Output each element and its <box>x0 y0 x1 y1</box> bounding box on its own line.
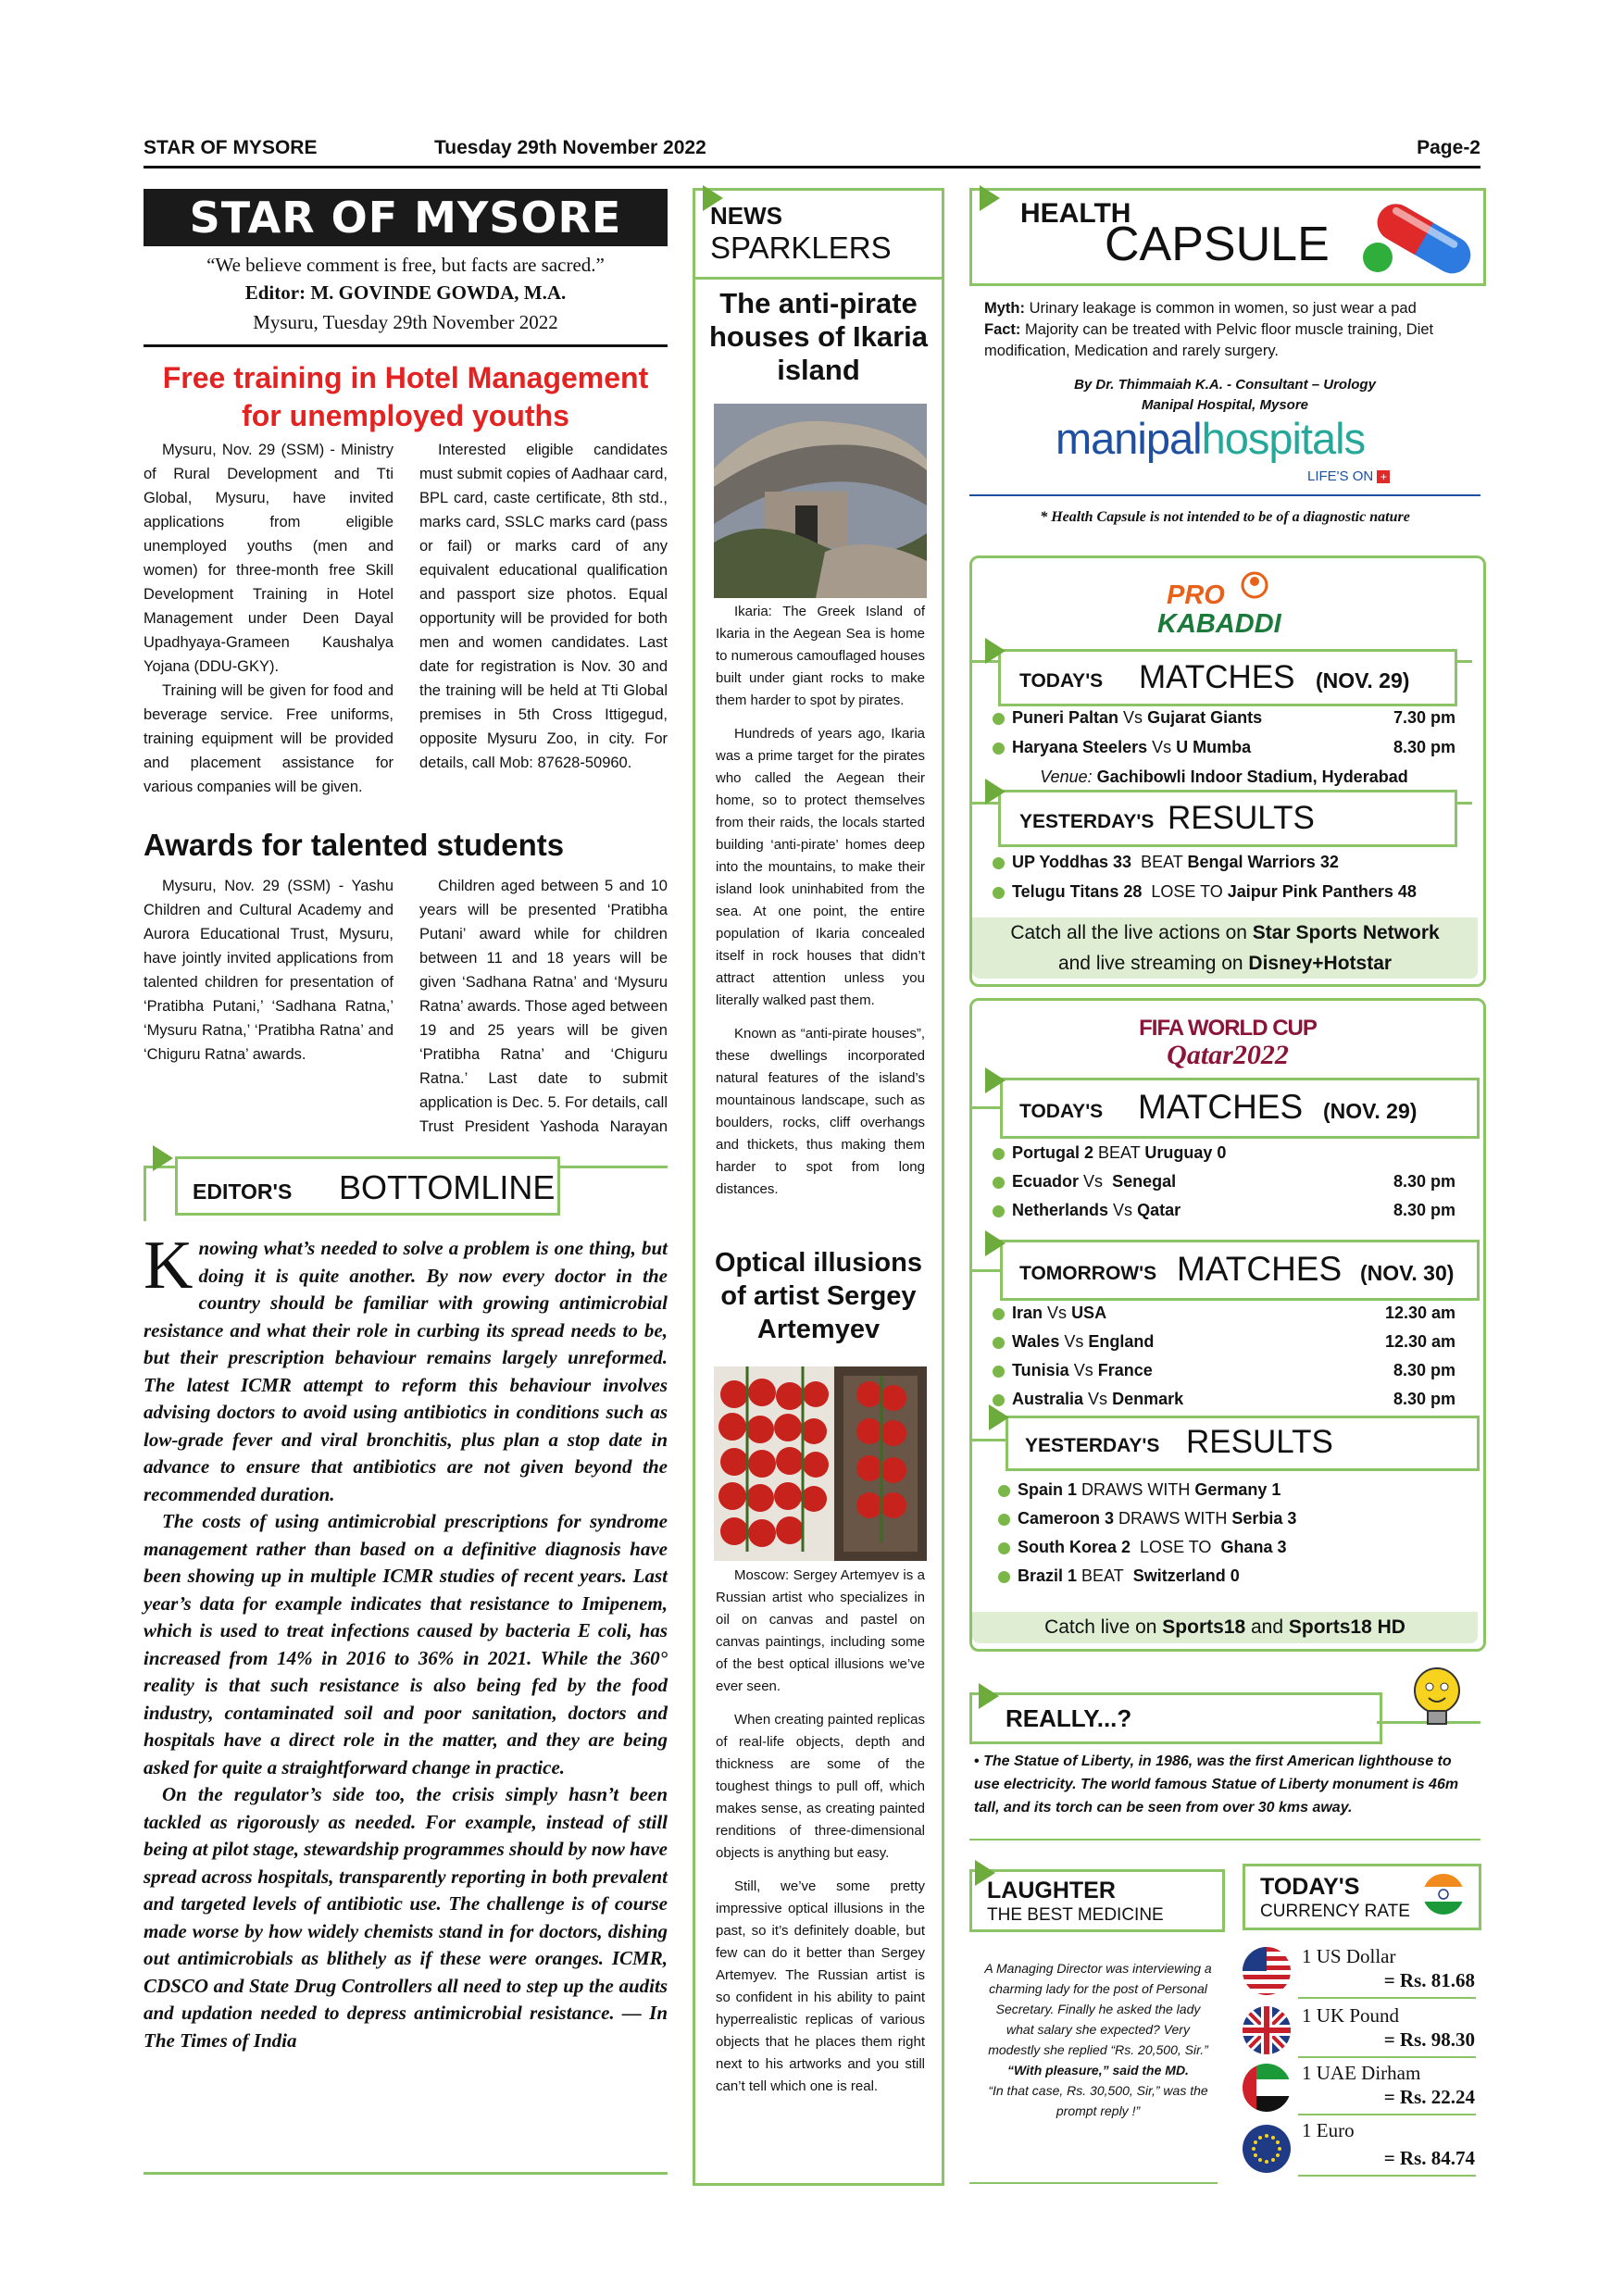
header-rule <box>144 166 1480 168</box>
match-time: 12.30 am <box>1384 1332 1455 1351</box>
team-home: Iran <box>1012 1304 1043 1322</box>
article2-column1 <box>144 874 394 1067</box>
myth-text: Urinary leakage is common in women, so just wear a pad <box>1029 300 1417 317</box>
bullet-icon <box>993 713 1005 725</box>
article1-paragraph: Mysuru, Nov. 29 (SSM) - Ministry of Rural Development and Tti Global, Mysuru, have invited applications from eligible unemployed youths (men and women) for three-month free Skill Development Training in Hotel Management under Deen Dayal Upadhyaya-Grameen Kaushalya Yojana (DDU-GKY). <box>144 442 394 675</box>
kabaddi-logo-pro: PRO <box>1167 580 1225 610</box>
result-team2: Bengal Warriors 32 <box>1187 853 1339 871</box>
kabaddi-match-row <box>993 706 1455 736</box>
really-label: REALLY...? <box>1006 1704 1132 1732</box>
team-away: France <box>1097 1361 1153 1379</box>
team-home: Wales <box>1012 1332 1060 1351</box>
logo-manipal: manipal <box>1056 414 1202 463</box>
sparklers-label-light: SPARKLERS <box>710 231 892 265</box>
page-header <box>144 137 1480 165</box>
laughter-joke <box>982 1958 1214 2121</box>
article2-column2 <box>419 874 668 1139</box>
article2-headline: Awards for talented students <box>144 828 565 862</box>
usa-flag-icon <box>1243 1947 1291 1995</box>
bullet-icon: • <box>974 1753 980 1769</box>
versus: Vs <box>1047 1304 1068 1322</box>
result-outcome: DRAWS WITH <box>1081 1480 1191 1499</box>
currency-label-bold: TODAY'S <box>1260 1874 1360 1900</box>
header-date: Tuesday 29th November 2022 <box>434 137 706 158</box>
masthead-editor: Editor: M. GOVINDE GOWDA, M.A. <box>244 281 567 304</box>
broadcast-streaming: Disney+Hotstar <box>1248 953 1393 974</box>
fact-text: Majority can be treated with Pelvic floor muscle training, Diet modification, Medication and rarely surgery. <box>984 321 1434 359</box>
result-team2: Serbia 3 <box>1231 1509 1297 1528</box>
fifa-tomorrow-header <box>1000 1240 1480 1301</box>
news-sparklers-panel <box>693 188 944 2186</box>
versus: Vs <box>1113 1201 1133 1219</box>
kabaddi-today-list <box>993 706 1455 788</box>
fifa-logo-qatar: Qatar2022 <box>1167 1040 1289 1070</box>
kabaddi-broadcast-note <box>972 917 1478 979</box>
bullet-icon <box>998 1542 1010 1554</box>
versus: Vs <box>1088 1390 1108 1408</box>
match-time: 8.30 pm <box>1393 1361 1455 1379</box>
fifa-logo-title: FIFA WORLD CUP <box>1139 1016 1317 1041</box>
bullet-icon <box>998 1514 1010 1526</box>
kabaddi-today-header <box>998 649 1457 706</box>
laughter-label-box <box>969 1869 1225 1932</box>
versus: Vs <box>1073 1361 1093 1379</box>
editorial-dropcap: K <box>144 1228 194 1304</box>
editorial-header <box>144 1151 668 1221</box>
editorial-paragraph: The costs of using antimicrobial prescriptions for syndrome management rather than based on a definitive diagnosis have been showing up in multiple ICMR studies of recent years. Last year’s data for example indicates that resistance to Imipenem, which is used to treat infections caused by bacteria E coli, has increased from 14% in 2016 to 36% in 2021. While the 360° reality is that such resistance is also being fed by the food industry, contaminated soil and poor sanitation, doctors and hospitals have a direct role in the matter, and they are being asked for quite a straightforward change in practice. <box>144 1510 668 1778</box>
venue-name: Gachibowli Indoor Stadium, Hyderabad <box>1096 767 1408 786</box>
team-away: Senegal <box>1112 1172 1177 1191</box>
sparklers-header-rule <box>695 277 942 280</box>
logo-hospitals: hospitals <box>1201 414 1366 463</box>
header-page-number: Page-2 <box>1417 137 1480 158</box>
story1-title: The anti-pirate houses of Ikaria island <box>708 287 929 386</box>
laughter-label-light: THE BEST MEDICINE <box>987 1905 1164 1925</box>
ikaria-rock-house-image <box>714 404 927 598</box>
currency-name: 1 Euro <box>1302 2119 1355 2141</box>
versus: Vs <box>1064 1332 1084 1351</box>
team-home: Australia <box>1012 1390 1084 1408</box>
laughter-label-bold: LAUGHTER <box>987 1878 1116 1903</box>
team-away: U Mumba <box>1176 738 1252 756</box>
joke-reply: “In that case, Rs. 30,500, Sir,” was the prompt reply !” <box>988 2083 1208 2118</box>
currency-name: 1 US Dollar <box>1302 1945 1396 1967</box>
versus: Vs <box>1083 1172 1104 1191</box>
fifa-today-date: (NOV. 29) <box>1323 1099 1418 1123</box>
health-byline-line2: Manipal Hospital, Mysore <box>1141 397 1309 413</box>
broadcast-text: Catch live on <box>1044 1616 1163 1638</box>
fifa-today-header <box>1000 1078 1480 1139</box>
match-time: 7.30 pm <box>1393 708 1455 727</box>
fifa-yest-light: RESULTS <box>1186 1424 1333 1460</box>
editorial-rule-left <box>144 1166 146 1221</box>
kabaddi-venue <box>993 766 1455 788</box>
bullet-icon <box>993 1337 1005 1349</box>
bullet-icon <box>993 887 1005 899</box>
fifa-match-row <box>993 1359 1455 1388</box>
bullet-icon <box>993 857 1005 869</box>
really-label-box <box>969 1692 1382 1744</box>
myth-label: Myth: <box>984 300 1025 317</box>
health-capsule-header <box>969 188 1486 286</box>
fifa-match-row <box>993 1142 1455 1170</box>
result-team2: Ghana 3 <box>1220 1538 1287 1556</box>
fifa-result-row <box>998 1507 1461 1536</box>
really-bottom-rule <box>969 1839 1480 1841</box>
kabaddi-match-row <box>993 736 1455 766</box>
result-team1: Telugu Titans 28 <box>1012 882 1143 901</box>
fifa-today-bold: TODAY'S <box>1019 1101 1104 1122</box>
bullet-icon <box>998 1571 1010 1583</box>
result-team1: South Korea 2 <box>1018 1538 1131 1556</box>
article2-paragraph: Children aged between 5 and 10 years will be presented ‘Pratibha Putani’ award while for children between 11 and 18 years will be given ‘Sadhana Ratna’ and ‘Mysuru Ratna’ awards. Those aged between 19 and 25 years will be given ‘Pratibha Ratna’ and ‘Chiguru Ratna.’ Last date to submit application is Dec. 5. For details, call Trust President Yashoda Narayan <box>419 878 668 1135</box>
editorial-label-light: BOTTOMLINE <box>339 1168 556 1206</box>
versus: Vs <box>1123 708 1143 727</box>
capsule-pill-icon <box>1361 193 1481 280</box>
bullet-icon <box>998 1485 1010 1497</box>
tab-arrow-icon <box>153 1145 173 1171</box>
currency-value: = Rs. 22.24 <box>1383 2086 1475 2108</box>
bullet-icon <box>993 1308 1005 1320</box>
joke-text: A Managing Director was interviewing a charming lady for the post of Personal Secretary. Finally he asked the lady what salary she expected? Very modestly she replied “Rs. 20,500, Sir.” <box>984 1961 1212 2057</box>
story2-paragraph: Moscow: Sergey Artemyev is a Russian artist who specializes in oil on canvas and pastel on canvas paintings, including some of the best optical illusions we’ve ever seen. <box>716 1567 925 1694</box>
manipal-hospitals-logo <box>1056 413 1365 464</box>
result-team2: Jaipur Pink Panthers 48 <box>1227 882 1417 901</box>
masthead-dateline: Mysuru, Tuesday 29th November 2022 <box>253 311 558 333</box>
masthead-logo: STAR OF MYSORE <box>144 189 668 246</box>
fact-label: Fact: <box>984 321 1021 338</box>
health-byline-line1: By Dr. Thimmaiah K.A. - Consultant – Urology <box>1074 377 1376 393</box>
laughter-section <box>969 1856 1224 2199</box>
broadcast-channel: Sports18 HD <box>1288 1616 1405 1638</box>
match-time: 8.30 pm <box>1393 1390 1455 1408</box>
kabaddi-yesterday-header <box>998 790 1457 847</box>
match-time: 8.30 pm <box>1393 1201 1455 1219</box>
health-rule <box>969 494 1480 496</box>
team-home: Ecuador <box>1012 1172 1080 1191</box>
result-team1: UP Yoddhas 33 <box>1012 853 1132 871</box>
fifa-tomorrow-list <box>993 1302 1455 1416</box>
versus: Vs <box>1152 738 1172 756</box>
team-away: Gujarat Giants <box>1147 708 1263 727</box>
fifa-result-row <box>998 1536 1461 1565</box>
result-outcome: LOSE TO <box>1151 882 1223 901</box>
tab-arrow-icon <box>985 779 1006 805</box>
team-away: Uruguay 0 <box>1144 1143 1227 1162</box>
article2-paragraph: Mysuru, Nov. 29 (SSM) - Yashu Children and Cultural Academy and Aurora Educational Trust, Mysuru, have jointly invited applications from talented children for presentation of ‘Pratibha Putani,’ ‘Sadhana Ratna,’ ‘Mysuru Ratna,’ ‘Pratibha Ratna’ and ‘Chiguru Ratna’ awards. <box>144 878 394 1063</box>
fifa-broadcast-note <box>972 1612 1478 1643</box>
tab-arrow-icon <box>975 1860 995 1886</box>
tab-arrow-icon <box>985 1230 1006 1256</box>
story1-paragraph: Known as “anti-pirate houses”, these dwellings incorporated natural features of the island’s mountainous landscape, such as boulders, rocks, cliff overhangs and thickets, thus making them harder to spot from long distances. <box>716 1026 925 1197</box>
sparklers-label-bold: NEWS <box>710 202 782 230</box>
result-team2: Switzerland 0 <box>1132 1566 1240 1585</box>
kabaddi-today-light: MATCHES <box>1139 659 1295 695</box>
currency-row-rule <box>1298 2056 1476 2058</box>
health-disclaimer: * Health Capsule is not intended to be of a diagnostic nature <box>1040 509 1410 525</box>
editorial-paragraph: On the regulator’s side too, the crisis simply hasn’t been tackled as rigorously as needed. For example, instead of still being at pilot stage, stewardship programmes should by now have spread across hospitals, transparently reporting in both prevalent and targeted levels of antibiotic use. The challenge is of course made worse by how widely chemists stand in for doctors, dishing out antimicrobials as blithely as if these were oranges. ICMR, CDSCO and State Drug Controllers all need to step up the audits and updation needed to depress antimicrobial resistance. — In The Times of India <box>144 1783 668 2052</box>
story2-paragraph: Still, we’ve some pretty impressive optical illusions in the past, so it’s definitely doable, but few can do it better than Sergey Artemyev. The Russian artist is so confident in his ability to paint hyperrealistic replicas of various objects that he places them right next to his artworks and you still can’t tell which one is real. <box>716 1878 925 2094</box>
kabaddi-today-date: (NOV. 29) <box>1316 668 1410 693</box>
tab-arrow-icon <box>989 1404 1009 1430</box>
article1-headline-line1: Free training in Hotel Management <box>162 361 649 394</box>
fifa-tomorrow-bold: TOMORROW'S <box>1019 1263 1157 1284</box>
laughter-bottom-rule <box>969 2182 1218 2184</box>
fifa-result-row <box>998 1565 1461 1593</box>
fifa-result-row <box>998 1479 1461 1507</box>
uk-flag-icon <box>1243 2006 1291 2054</box>
kabaddi-yest-bold: YESTERDAY'S <box>1019 811 1155 832</box>
fifa-match-row <box>993 1199 1455 1228</box>
eu-flag-icon <box>1243 2125 1291 2173</box>
column1-bottom-rule <box>144 2172 668 2175</box>
team-home: Puneri Paltan <box>1012 708 1119 727</box>
uae-flag-icon <box>1243 2064 1291 2112</box>
fifa-today-light: MATCHES <box>1138 1088 1304 1126</box>
broadcast-text: and live streaming on <box>1057 953 1249 974</box>
header-publication: STAR OF MYSORE <box>144 137 318 158</box>
health-byline <box>969 375 1480 416</box>
result-outcome: BEAT <box>1141 853 1183 871</box>
fifa-yesterday-header <box>1006 1416 1480 1471</box>
editorial-body <box>144 1228 668 2054</box>
tab-arrow-icon <box>979 1683 999 1709</box>
fifa-tomorrow-date: (NOV. 30) <box>1360 1261 1455 1285</box>
bulb-mascot-icon <box>1405 1663 1469 1737</box>
currency-label-box <box>1243 1864 1481 1930</box>
fifa-match-row <box>993 1170 1455 1199</box>
team-home: Netherlands <box>1012 1201 1109 1219</box>
result-outcome: LOSE TO <box>1140 1538 1212 1556</box>
fifa-match-row <box>993 1388 1455 1416</box>
kabaddi-results-list <box>993 851 1455 910</box>
result-team1: Brazil 1 <box>1018 1566 1078 1585</box>
team-home: Portugal 2 <box>1012 1143 1094 1162</box>
fifa-today-list <box>993 1142 1455 1228</box>
team-away: Denmark <box>1112 1390 1184 1408</box>
result-team1: Cameroon 3 <box>1018 1509 1115 1528</box>
team-away: Qatar <box>1137 1201 1181 1219</box>
bullet-icon <box>993 1366 1005 1378</box>
kabaddi-today-bold: TODAY'S <box>1019 670 1104 692</box>
health-myth-fact <box>984 298 1484 362</box>
result-outcome: BEAT <box>1081 1566 1124 1585</box>
masthead-motto: “We believe comment is free, but facts are sacred.” <box>206 254 605 276</box>
result-team2: Germany 1 <box>1194 1480 1281 1499</box>
bullet-icon <box>993 1177 1005 1189</box>
article1-headline-line2: for unemployed youths <box>242 399 569 432</box>
kabaddi-yest-light: RESULTS <box>1168 800 1315 836</box>
team-home: Tunisia <box>1012 1361 1069 1379</box>
match-time: 8.30 pm <box>1393 1172 1455 1191</box>
joke-punch: “With pleasure,” said the MD. <box>1007 2063 1189 2078</box>
editorial-paragraph: nowing what’s needed to solve a problem is one thing, but doing it is quite another. By now every doctor in the country should be familiar with growing antimicrobial resistance and what their role in curbing its spread needs to be, but their prescription behaviour remains largely unreformed. The latest ICMR attempt to reform this behaviour involves advising doctors to avoid using antibiotics in conditions such as low-grade fever and viral bronchitis, plus plan a stop date in advance to ensure that antibiotics are not given beyond the recommended duration. <box>144 1237 668 1505</box>
story2-paragraph: When creating painted replicas of real-life objects, depth and thickness are some of the toughest things to pull off, which makes sense, as creating painted renditions of three-dimensional objects is anything but easy. <box>716 1712 925 1861</box>
logo-tagline-text: LIFE'S ON <box>1307 468 1374 484</box>
article1-column1 <box>144 438 394 799</box>
match-time: 12.30 am <box>1384 1304 1455 1322</box>
story1-body <box>716 601 925 1201</box>
kabaddi-result-row <box>993 880 1455 910</box>
kabaddi-result-row <box>993 851 1455 880</box>
broadcast-text: Catch all the live actions on <box>1010 922 1253 943</box>
currency-value: = Rs. 84.74 <box>1383 2147 1475 2169</box>
currency-value: = Rs. 98.30 <box>1383 2028 1475 2051</box>
team-away: England <box>1088 1332 1155 1351</box>
broadcast-channel: Sports18 <box>1162 1616 1246 1638</box>
pro-kabaddi-panel <box>969 555 1486 987</box>
article1-column2 <box>419 438 668 775</box>
currency-value: = Rs. 81.68 <box>1383 1969 1475 1991</box>
bullet-icon <box>993 1148 1005 1160</box>
kabaddi-emblem-icon <box>1239 569 1270 601</box>
story2-title: Optical illusions of artist Sergey Artemyev <box>715 1248 922 1344</box>
currency-row-rule <box>1298 1997 1476 1999</box>
red-cross-icon: + <box>1377 470 1390 483</box>
venue-label: Venue: <box>1040 767 1093 786</box>
fifa-match-row <box>993 1302 1455 1330</box>
bullet-icon <box>993 742 1005 755</box>
broadcast-text: and <box>1245 1616 1289 1638</box>
match-time: 8.30 pm <box>1393 738 1455 756</box>
health-label-light: CAPSULE <box>1105 218 1330 271</box>
currency-name: 1 UAE Dirham <box>1302 2062 1421 2084</box>
editorial-label-bold: EDITOR'S <box>193 1179 293 1204</box>
really-fact <box>974 1750 1479 1819</box>
logo-tagline <box>1307 468 1390 484</box>
story2-body <box>716 1565 925 2098</box>
really-fact-text: The Statue of Liberty, in 1986, was the first American lighthouse to use electricity. The world famous Statue of Liberty monument is 46m tall, and its torch can be seen from over 30 kms away. <box>974 1753 1459 1816</box>
article1-paragraph: Training will be given for food and beverage service. Free uniforms, training equipment will be provided and placement assistance for various companies will be given. <box>144 682 394 795</box>
fifa-match-row <box>993 1330 1455 1359</box>
currency-row-rule <box>1298 2114 1476 2115</box>
really-section <box>969 1665 1480 1739</box>
currency-label-light: CURRENCY RATE <box>1260 1902 1410 1921</box>
team-home: Haryana Steelers <box>1012 738 1148 756</box>
versus: BEAT <box>1098 1143 1141 1162</box>
currency-name: 1 UK Pound <box>1302 2004 1400 2027</box>
article1-headline <box>144 359 668 435</box>
result-team1: Spain 1 <box>1018 1480 1078 1499</box>
broadcast-channel: Star Sports Network <box>1252 922 1440 943</box>
tab-arrow-icon <box>985 1067 1006 1093</box>
story1-paragraph: Hundreds of years ago, Ikaria was a prime target for the pirates who called the Aegean their home, so to protect themselves from their raids, the locals started building ‘anti-pirate’ homes deep into the mountains, to make their island look uninhabited from the sea. At one point, the entire population of Ikaria concealed itself in rock houses that didn’t attract attention unless you literally walked past them. <box>716 726 925 1008</box>
tomato-illusion-image <box>714 1366 927 1561</box>
health-label-bold: HEALTH <box>1020 198 1131 229</box>
tab-arrow-icon <box>985 638 1006 664</box>
result-outcome: DRAWS WITH <box>1118 1509 1228 1528</box>
tab-arrow-icon <box>980 185 1000 211</box>
india-flag-icon <box>1421 1872 1466 1916</box>
masthead-rule <box>144 344 668 347</box>
kabaddi-logo-kabaddi: KABADDI <box>1157 609 1281 639</box>
fifa-results-list <box>998 1479 1461 1593</box>
fifa-world-cup-panel <box>969 998 1486 1652</box>
story1-paragraph: Ikaria: The Greek Island of Ikaria in the Aegean Sea is home to numerous camouflaged houses built under giant rocks to make them harder to spot by pirates. <box>716 604 925 708</box>
bullet-icon <box>993 1205 1005 1217</box>
team-away: USA <box>1071 1304 1107 1322</box>
fifa-yest-bold: YESTERDAY'S <box>1025 1435 1160 1456</box>
fifa-tomorrow-light: MATCHES <box>1177 1250 1343 1288</box>
editorial-label-box <box>175 1156 560 1216</box>
currency-row-rule <box>1298 2175 1476 2177</box>
currency-section <box>1243 1856 1480 2199</box>
article1-paragraph: Interested eligible candidates must submit copies of Aadhaar card, BPL card, caste certificate, 8th std., marks card, SSLC marks card (pass or fail) or marks card of any equivalent educational qualification and passport size photos. Equal opportunity will be provided for both men and women candidates. Last date for registration is Nov. 30 and the training will be held at Tti Global premises in 5th Cross Ittigegud, opposite Mysuru Zoo, in city. For details, call Mob: 87628-50960. <box>419 442 668 771</box>
